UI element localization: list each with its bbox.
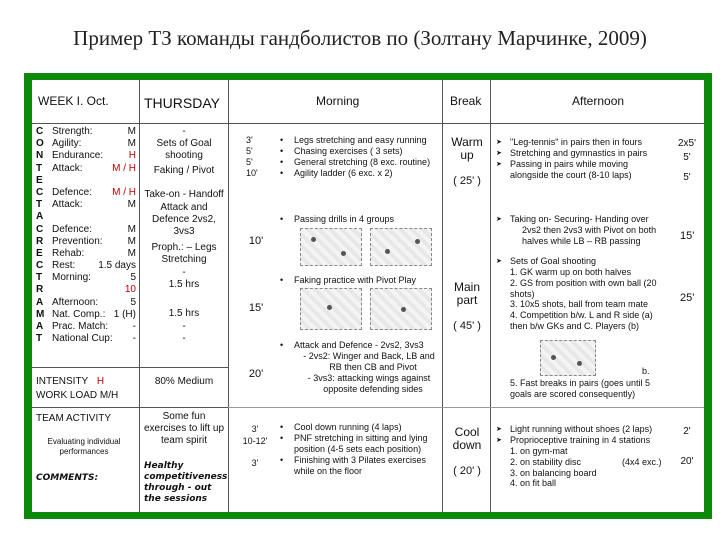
break-header: Break — [450, 94, 482, 108]
vertical-letter: T — [36, 272, 43, 284]
focus-takeon: Take-on - Handoff — [144, 189, 224, 200]
vertical-letter: C — [36, 186, 44, 198]
afternoon-time-2: 15' — [680, 230, 695, 242]
afternoon-time-3: 25' — [680, 292, 695, 304]
afternoon-times-1 — [672, 137, 702, 185]
morning-time: 5' — [246, 157, 253, 167]
load-label: National Cup: — [52, 333, 113, 345]
load-row — [52, 163, 136, 175]
afternoon-taking-sub: 2vs2 then 2vs3 with Pivot on both halves while LB – RB passing — [522, 225, 657, 246]
morning-time: 5' — [246, 146, 253, 156]
vertical-letter: A — [36, 211, 44, 223]
afternoon-goal-item: 1. GK warm up on both halves — [510, 267, 632, 277]
load-label: Defence: — [52, 223, 93, 235]
slide-title: Пример ТЗ команды гандболистов по (Золтану Марчинке, 2009) — [73, 26, 647, 50]
vertical-letter: E — [36, 174, 43, 186]
break-warmup-time: ( 25' ) — [453, 175, 481, 187]
break-main: Main part — [453, 280, 480, 307]
load-row — [52, 272, 136, 284]
morning-time: 3' — [251, 458, 259, 468]
load-label: Nat. Comp.: — [52, 308, 106, 320]
load-value: 1 (H) — [113, 308, 136, 320]
load-row — [52, 126, 136, 138]
afternoon-goal-b: b. — [642, 366, 650, 376]
afternoon-warmup-list — [494, 137, 666, 181]
afternoon-goal-item: 4. Competition b/w. L and R side (a) then b/w GKs and C. Players (b) — [510, 310, 653, 331]
load-row — [52, 211, 136, 223]
evaluating-label: Evaluating individual performances — [47, 437, 121, 456]
focus-attack-defence: Attack and Defence 2vs2, 3vs3 — [152, 202, 216, 237]
morning-attack-sublist — [294, 351, 440, 395]
afternoon-proprio-item: 1. on gym-mat — [510, 446, 568, 456]
morning-faking-bullet: • Faking practice with Pivot Play — [278, 275, 440, 286]
afternoon-time: 5' — [683, 172, 691, 183]
load-value: 5 — [130, 296, 136, 308]
morning-warmup-list — [278, 135, 440, 179]
afternoon-proprio-item: 4. on fit ball — [510, 478, 557, 489]
morning-header: Morning — [316, 94, 360, 108]
afternoon-goal-item: 2. GS from position with own ball (20 shots) — [510, 277, 657, 299]
load-row — [52, 321, 136, 333]
load-value: - — [132, 333, 136, 345]
focus-hrs-1: 1.5 hrs — [168, 279, 200, 290]
afternoon-goal-list — [510, 267, 670, 332]
morning-time: 3' — [246, 135, 253, 145]
load-value: M — [127, 235, 136, 247]
morning-time-3: 15' — [248, 302, 264, 314]
afternoon-proprio-item: 2. on stability disc — [510, 456, 582, 467]
afternoon-time: 2x5' — [677, 138, 697, 149]
morning-time: 3' — [251, 424, 259, 434]
morning-attack-bullet: • Attack and Defence - 2vs2, 3vs3 — [278, 340, 440, 351]
afternoon-fast-breaks: 5. Fast breaks in pairs (goes until 5 goals are scored consequently) — [510, 378, 651, 399]
load-label: Prevention: — [52, 235, 103, 247]
goal-shooting-diagram — [540, 340, 596, 376]
load-value: M / H — [112, 162, 136, 174]
load-label: Defence: — [52, 186, 93, 198]
morning-times-1 — [246, 135, 266, 179]
load-row — [52, 138, 136, 150]
morning-bullet: • PNF stretching in sitting and lying position (4-5 sets each position) — [278, 433, 440, 455]
load-row — [52, 150, 136, 162]
vertical-letter: A — [36, 321, 44, 332]
focus-dash-1: - — [182, 126, 186, 137]
vertical-letter: T — [36, 333, 43, 345]
passing-diagram-2 — [370, 228, 432, 266]
vertical-letter: C — [36, 260, 44, 272]
passing-diagram-1 — [300, 228, 362, 266]
morning-bullet: • Cool down running (4 laps) — [278, 422, 440, 433]
header-divider — [32, 123, 704, 124]
vertical-letter: T — [36, 199, 43, 211]
afternoon-header: Afternoon — [572, 94, 625, 108]
break-cooldown-time: ( 20' ) — [453, 465, 481, 477]
load-label: Agility: — [52, 138, 82, 150]
focus-goal-shooting: Sets of Goal shooting — [156, 138, 212, 161]
afternoon-proprio-item: 3. on balancing board — [510, 467, 597, 478]
intensity-text: INTENSITY — [36, 376, 89, 387]
morning-cooldown-list — [278, 422, 440, 477]
morning-passing-bullet: • Passing drills in 4 groups — [278, 214, 440, 225]
load-label: Attack: — [52, 162, 83, 174]
load-label: Afternoon: — [52, 296, 99, 308]
load-row — [52, 236, 136, 248]
focus-dash-4: - — [182, 333, 186, 344]
vertical-letter: E — [36, 247, 43, 259]
comment-value: Healthy competitiveness through - out the sessions — [144, 461, 228, 504]
col-divider-3 — [442, 80, 443, 512]
intensity-label — [36, 376, 104, 387]
intensity-value: 80% Medium — [154, 376, 214, 387]
morning-bullet: • General stretching (8 exc. routine) — [278, 157, 440, 168]
team-activity-value: Some fun exercises to lift up team spirit — [143, 411, 225, 446]
afternoon-bullet: ➤ Passing in pairs while moving alongside the court (8-10 laps) — [494, 159, 666, 181]
afternoon-proprio-exc: (4x4 exc.) — [622, 457, 662, 467]
load-label: Attack: — [52, 199, 83, 211]
load-value: M — [127, 247, 136, 259]
load-row — [52, 284, 136, 296]
load-value: - — [132, 321, 136, 332]
vertical-letter: N — [36, 150, 44, 162]
morning-bullet: • Chasing exercises ( 3 sets) — [278, 146, 440, 157]
load-value: M — [127, 138, 136, 150]
team-activity-label: TEAM ACTIVITY — [36, 413, 112, 424]
load-row — [52, 297, 136, 309]
afternoon-times-4 — [674, 426, 700, 470]
break-cooldown: Cool down — [452, 425, 482, 452]
training-plan-sheet — [32, 80, 704, 512]
vertical-letter: C — [36, 126, 44, 137]
afternoon-bullet: ➤ Proprioceptive training in 4 stations — [494, 435, 666, 446]
morning-bullet: • Legs stretching and easy running — [278, 135, 440, 146]
afternoon-time: 2' — [683, 426, 691, 437]
load-label: Rehab: — [52, 247, 85, 259]
vertical-letter: A — [36, 296, 44, 308]
col-divider-2 — [228, 80, 229, 512]
focus-prophylaxis: Proph.: – Legs Stretching — [151, 242, 217, 265]
cooldown-divider — [228, 407, 704, 408]
afternoon-taking-bullet: ➤ Taking on- Securing- Handing over — [494, 214, 666, 225]
load-value: 1.5 days — [98, 260, 136, 272]
comments-label: COMMENTS: — [36, 473, 99, 483]
load-row — [52, 333, 136, 345]
morning-time: 10-12' — [242, 436, 268, 446]
load-label: Strength: — [52, 126, 93, 137]
load-value: 5 — [130, 272, 136, 284]
load-label: Rest: — [52, 260, 76, 272]
morning-bullet: • Finishing with 3 Pilates exercises while on the floor — [278, 455, 440, 477]
focus-faking: Faking / Pivot — [153, 165, 215, 176]
intensity-divider-top — [32, 367, 228, 368]
vertical-letter: R — [36, 235, 44, 247]
break-warmup: Warm up — [451, 135, 483, 162]
morning-time: 10' — [246, 168, 258, 178]
morning-times-5 — [238, 424, 272, 470]
afternoon-goal-item: 3. 10x5 shots, ball from team mate — [510, 299, 649, 310]
morning-time-2: 10' — [248, 235, 264, 247]
afternoon-proprio-list — [510, 446, 620, 489]
afternoon-bullet: ➤ "Leg-tennis" in pairs then in fours — [494, 137, 666, 148]
morning-time-4: 20' — [248, 368, 264, 380]
week-label: WEEK I. Oct. — [38, 94, 109, 108]
afternoon-bullet: ➤ Stretching and gymnastics in pairs — [494, 148, 666, 159]
afternoon-goal-bullet: ➤ Sets of Goal shooting — [494, 256, 666, 267]
col-divider-4 — [490, 80, 491, 512]
load-row — [52, 309, 136, 321]
vertical-letter: T — [36, 162, 43, 174]
load-value: H — [128, 150, 136, 162]
load-value: M — [127, 199, 136, 211]
load-row — [52, 224, 136, 236]
load-value: 10 — [124, 284, 136, 296]
load-value: M — [127, 126, 136, 137]
vertical-letter: R — [36, 284, 44, 296]
load-value: M — [127, 223, 136, 235]
vertical-letter: M — [36, 308, 45, 320]
focus-dash-3: - — [182, 321, 186, 332]
morning-subitem: - 3vs3: attacking wings against opposite defending sides — [307, 373, 431, 394]
faking-diagram-1 — [300, 288, 362, 330]
vertical-word — [36, 126, 48, 345]
intensity-level: H — [96, 376, 105, 387]
morning-subitem: - 2vs2: Winger and Back, LB and RB then CB and Pivot — [303, 351, 435, 372]
intensity-divider-bottom — [32, 407, 228, 408]
morning-bullet: • Agility ladder (6 exc. x 2) — [278, 168, 440, 179]
col-divider-1 — [139, 80, 140, 512]
load-row — [52, 175, 136, 187]
vertical-letter: C — [36, 223, 44, 235]
afternoon-cooldown-list — [494, 424, 666, 446]
focus-hrs-2: 1.5 hrs — [168, 308, 200, 319]
load-row — [52, 260, 136, 272]
load-value: M / H — [112, 186, 136, 198]
load-list — [52, 126, 136, 345]
load-label: Endurance: — [52, 150, 104, 162]
load-row — [52, 187, 136, 199]
workload-label: WORK LOAD M/H — [36, 390, 119, 401]
afternoon-time: 20' — [680, 456, 694, 467]
focus-dash-2: - — [182, 267, 186, 278]
load-row — [52, 248, 136, 260]
vertical-letter: O — [36, 138, 44, 150]
faking-diagram-2 — [370, 288, 432, 330]
day-label: THURSDAY — [144, 95, 220, 111]
load-label: Prac. Match: — [52, 321, 109, 332]
load-label: Morning: — [52, 272, 91, 284]
break-main-time: ( 45' ) — [453, 320, 481, 332]
afternoon-time: 5' — [683, 152, 691, 163]
load-row — [52, 199, 136, 211]
afternoon-bullet: ➤ Light running without shoes (2 laps) — [494, 424, 666, 435]
